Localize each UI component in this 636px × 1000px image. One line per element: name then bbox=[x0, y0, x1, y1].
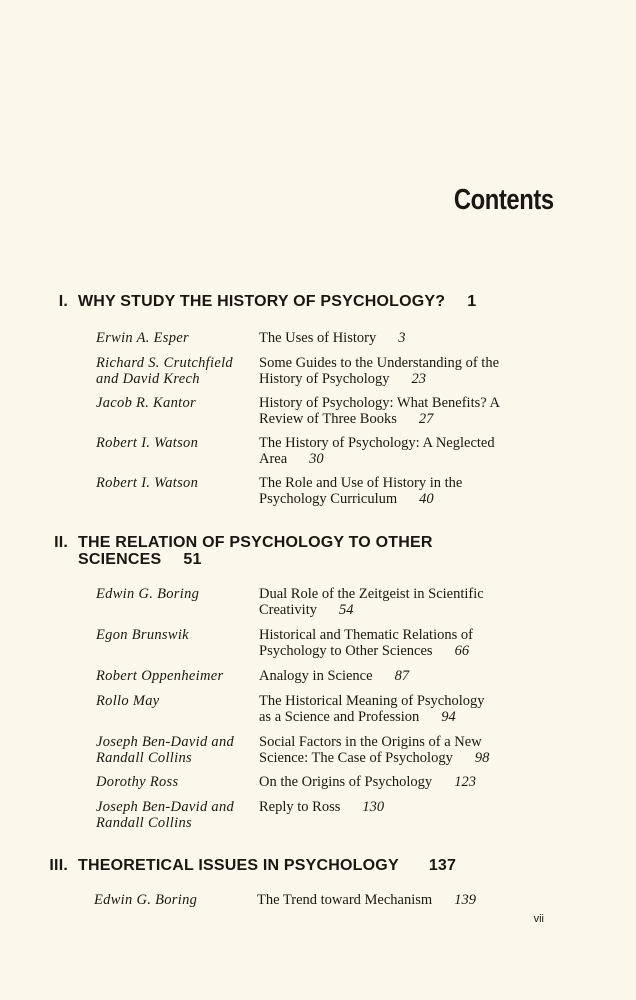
entry-title: Social Factors in the Origins of a New Science: The Case of Psychology 98 bbox=[259, 734, 490, 766]
entry-title: The Uses of History 3 bbox=[259, 330, 406, 346]
entry-title: History of Psychology: What Benefits? A Review of Three Books 27 bbox=[259, 395, 500, 427]
entry-title: The History of Psychology: A Neglected Area 30 bbox=[259, 435, 495, 467]
entry-page: 94 bbox=[441, 709, 456, 725]
entry-author: Robert Oppenheimer bbox=[96, 668, 224, 684]
entry-author: Dorothy Ross bbox=[96, 774, 179, 790]
entry-title: The Role and Use of History in the Psychology Curriculum 40 bbox=[259, 475, 463, 507]
entry-author: Joseph Ben-David and Randall Collins bbox=[96, 799, 235, 831]
section-title: THEORETICAL ISSUES IN PSYCHOLOGY 137 bbox=[78, 857, 457, 874]
entry-page: 66 bbox=[454, 643, 470, 659]
section-page: 1 bbox=[467, 293, 477, 310]
section-title: WHY STUDY THE HISTORY OF PSYCHOLOGY? 1 bbox=[78, 293, 477, 310]
page-title: Contents bbox=[454, 184, 554, 216]
entry-title: The Historical Meaning of Psychology as a Science and Profession 94 bbox=[259, 693, 485, 725]
section-number: I. bbox=[58, 293, 68, 310]
entry-author: Robert I. Watson bbox=[96, 475, 199, 491]
entry-page: 98 bbox=[474, 750, 490, 766]
entry-title: The Trend toward Mechanism 139 bbox=[257, 892, 476, 908]
entry-author: Joseph Ben-David and Randall Collins bbox=[96, 734, 235, 766]
entry-page: 139 bbox=[454, 892, 476, 908]
entry-page: 54 bbox=[339, 602, 354, 618]
entry-title: Analogy in Science 87 bbox=[259, 668, 410, 684]
section-title: THE RELATION OF PSYCHOLOGY TO OTHER SCIENCES 51 bbox=[78, 534, 433, 568]
entry-title: Dual Role of the Zeitgeist in Scientific Creativity 54 bbox=[259, 586, 484, 618]
entry-author: Egon Brunswik bbox=[96, 627, 189, 643]
entry-page: 130 bbox=[362, 799, 385, 815]
page-number: vii bbox=[533, 913, 544, 925]
entry-page: 30 bbox=[309, 451, 324, 467]
entry-page: 23 bbox=[411, 371, 426, 387]
entry-author: Robert I. Watson bbox=[96, 435, 199, 451]
entry-title: Some Guides to the Understanding of the History of Psychology 23 bbox=[259, 355, 500, 387]
entry-page: 123 bbox=[454, 774, 476, 790]
entry-page: 27 bbox=[418, 411, 434, 427]
entry-author: Erwin A. Esper bbox=[96, 330, 189, 346]
entry-page: 40 bbox=[419, 491, 434, 507]
entry-title: Reply to Ross 130 bbox=[259, 799, 385, 815]
entry-author: Jacob R. Kantor bbox=[96, 395, 196, 411]
entry-page: 87 bbox=[394, 668, 410, 684]
entry-title: On the Origins of Psychology 123 bbox=[259, 774, 476, 790]
entry-author: Rollo May bbox=[96, 693, 160, 709]
entry-author: Richard S. Crutchfield and David Krech bbox=[96, 355, 233, 387]
section-number: II. bbox=[54, 534, 68, 551]
entry-author: Edwin G. Boring bbox=[96, 586, 200, 602]
entry-page: 3 bbox=[398, 330, 406, 346]
entry-author: Edwin G. Boring bbox=[94, 892, 198, 908]
section-page: 137 bbox=[428, 857, 457, 874]
section-page: 51 bbox=[183, 551, 202, 568]
section-number: III. bbox=[49, 857, 68, 874]
entry-title: Historical and Thematic Relations of Psychology to Other Sciences 66 bbox=[259, 627, 473, 659]
